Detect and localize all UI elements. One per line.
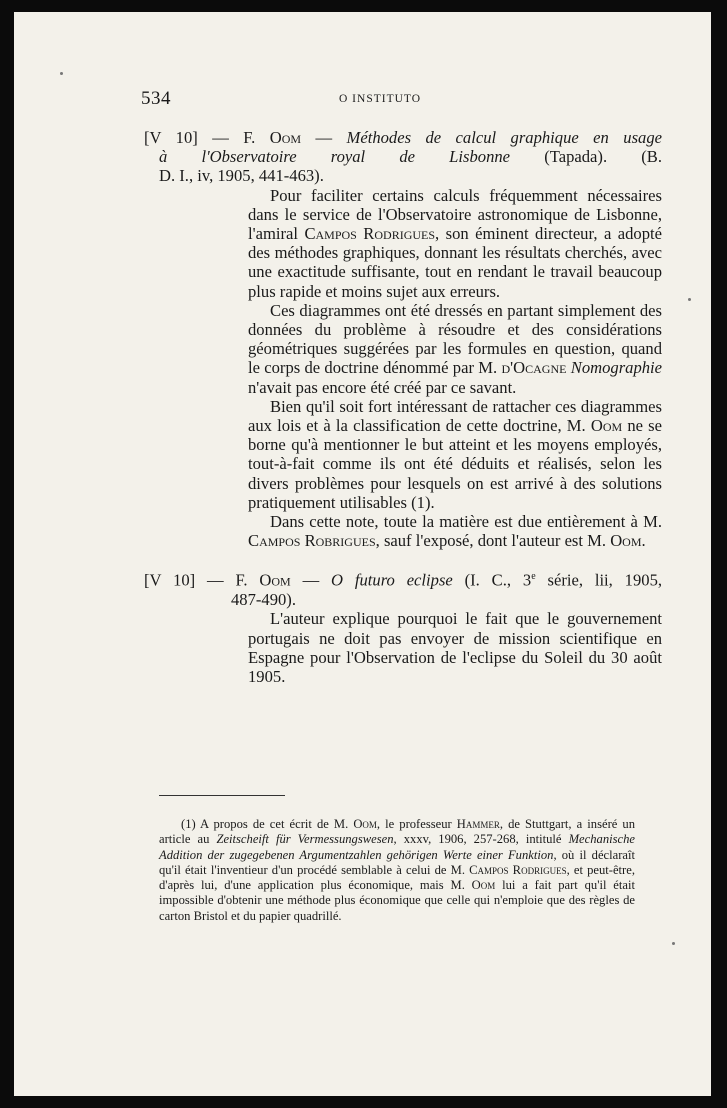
person-name: Oom — [471, 878, 496, 893]
person-name: Hammer — [456, 817, 500, 831]
entry-1-citation: D. I., iv, 1905, 441-463). — [159, 166, 324, 186]
entry-2-citation-sup: e — [531, 571, 536, 583]
paragraph-text: Dans cette note, toute la matière est due entièrement à M. — [270, 512, 662, 532]
person-name: Oom — [590, 416, 623, 436]
paragraph-text: Ces diagrammes ont été dressés en partant simplement des données du problème à résoudre et des considérations géométriques suggérées par les formules en question, quand le corps de doctrine dénommé par M. — [248, 300, 662, 378]
paragraph-text: ne se borne qu'à mentionner le but atteint et les moyens employés, tout-à-fait comme ils ont été déduits et réalisés, selon les divers problèmes pour lesquels on est arrivé à des solutions pratiquement utilisables (1). — [248, 416, 662, 512]
person-name: d'Ocagne — [501, 358, 567, 378]
entry-1-reference-line — [144, 128, 662, 147]
footnote-text: , le professeur — [376, 817, 457, 831]
page-header — [141, 88, 661, 110]
entry-1-title-2: à l'Observatoire royal de Lisbonne — [159, 147, 511, 167]
entry-2-citation: série, lii, 1905, — [535, 571, 663, 590]
footnote — [159, 817, 635, 924]
entry-2-paragraph-1 — [144, 609, 662, 686]
entry-1-author: Oom — [269, 128, 302, 147]
footnote-rule — [159, 795, 285, 796]
paragraph-text: , sauf l'exposé, dont l'auteur est M. — [375, 531, 611, 551]
entry-1-paragraph-1 — [144, 186, 662, 301]
entry-1-ref: [V 10] — [144, 128, 198, 147]
entry-1-paragraph-2 — [144, 301, 662, 397]
footnote-text: , où il déclaraît qu'il était l'inventieur d'un procédé semblable à celui de M. — [159, 847, 635, 877]
main-text — [144, 128, 662, 686]
footnote-text: lui a fait part qu'il était impossible d'obtenir une méthode plus économique que celle qui n'emploie que des règles de carton Bristol et du papier quadrillé. — [159, 878, 635, 923]
entry-1-dash: — F. — [197, 128, 270, 147]
entry-1-title: Méthodes de calcul graphique en usage — [346, 128, 662, 147]
person-name: Campos Rodrigues — [304, 224, 436, 244]
entry-2-dash-2: — — [290, 571, 332, 590]
running-head: O INSTITUTO — [339, 93, 422, 105]
entry-1-paragraph-4 — [144, 512, 662, 550]
entry-1-paragraph-3 — [144, 397, 662, 512]
paragraph-text: , son éminent directeur, a adopté des méthodes graphiques, donnant les résultats cherchés, avec une exactitude suffisante, tout en rendant le travail beaucoup plus rapide et moins sujet aux erreurs. — [248, 224, 662, 301]
footnote-marker: (1) — [181, 817, 196, 831]
person-name: Oom — [353, 817, 377, 831]
term: Nomographie — [570, 358, 663, 378]
entry-1-title-cont — [144, 147, 662, 166]
footnote-text: , de Stuttgart, a inséré un article au — [159, 817, 636, 847]
journal-title: Zeitscheift für Vermessungswesen — [216, 832, 394, 847]
page-number: 534 — [141, 88, 171, 109]
paragraph-text: . — [641, 531, 646, 551]
entry-1-dash-2: — — [301, 128, 347, 147]
person-name: Campos Robrigues — [248, 531, 376, 551]
paper-speck — [672, 942, 675, 945]
paragraph-text: n'avait pas encore été créé par ce savant. — [248, 377, 517, 397]
entry-2-reference-line — [144, 567, 662, 590]
footnote-text: A propos de cet écrit de M. — [195, 817, 354, 831]
bibliography-entry-1 — [144, 128, 662, 550]
paragraph-text: Pour faciliter certains calculs fréquemment nécessaires dans le service de l'Observatoire astronomique de Lisbonne, l'amiral — [248, 185, 662, 244]
person-name: Campos Rodrigues — [469, 862, 567, 877]
entry-2-author: Oom — [259, 571, 291, 590]
bibliography-entry-2 — [144, 567, 662, 686]
entry-2-citation: (I. C., 3 — [452, 571, 532, 590]
entry-2-title: O futuro eclipse — [331, 571, 453, 590]
paper-speck — [60, 72, 63, 75]
paragraph-text: Bien qu'il soit fort intéressant de rattacher ces diagrammes aux lois et à la classification de cette doctrine, M. — [248, 396, 662, 436]
entry-2-dash: — F. — [195, 571, 260, 590]
person-name: Oom — [610, 531, 642, 551]
entry-2-citation-cont: 487-490). — [231, 590, 296, 610]
entry-2-ref: [V 10] — [144, 571, 196, 590]
paper-speck — [688, 298, 691, 301]
article-title: Mechanische Addition der zugegebenen Argumentzahlen gehörigen Werte einer Funktion — [159, 832, 635, 862]
entry-1-place: (Tapada). (B. — [510, 147, 663, 167]
paragraph-text: L'auteur explique pourquoi le fait que le gouvernement portugais ne doit pas envoyer de mission scientifique en Espagne pour l'Observation de l'eclipse du Soleil du 30 août 1905. — [248, 609, 662, 687]
footnote-text: , xxxv, 1906, 257-268, intitulé — [393, 832, 569, 847]
footnote-text: , et peut-être, d'après lui, d'une application plus économique, mais M. — [159, 862, 635, 893]
